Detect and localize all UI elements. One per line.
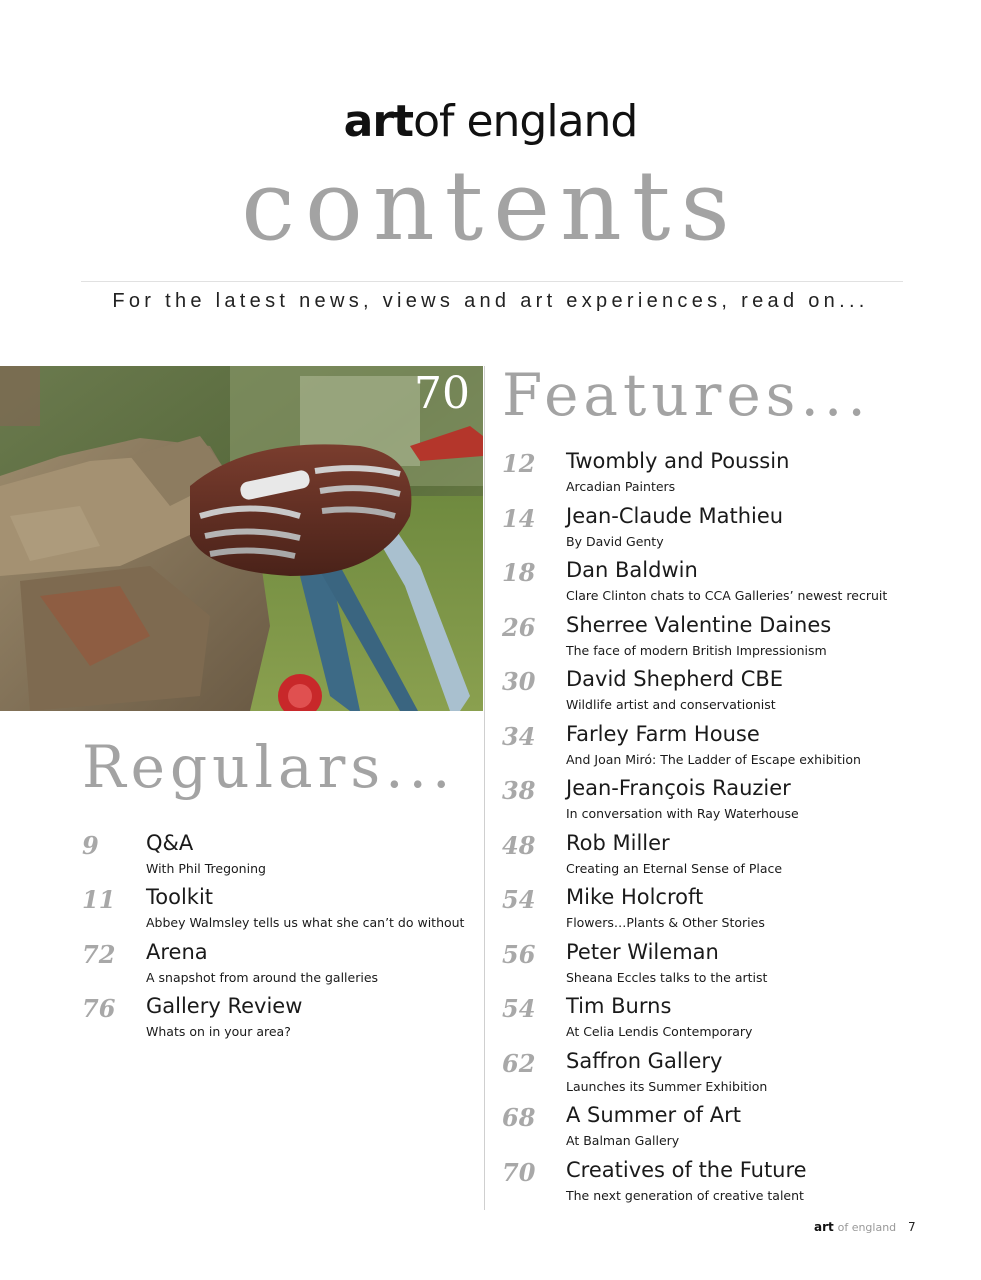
entry-title: Mike Holcroft bbox=[566, 885, 704, 909]
logo-bold-text: art bbox=[343, 96, 414, 147]
entry-subtitle: In conversation with Ray Waterhouse bbox=[566, 806, 799, 821]
entry-page-number: 18 bbox=[502, 558, 536, 587]
entry-title: A Summer of Art bbox=[566, 1103, 741, 1127]
tagline: For the latest news, views and art experiences, read on... bbox=[112, 290, 869, 312]
entry-subtitle: At Balman Gallery bbox=[566, 1133, 680, 1148]
entry-title: Twombly and Poussin bbox=[566, 449, 790, 473]
entry-subtitle: Creating an Eternal Sense of Place bbox=[566, 861, 783, 876]
entry-title: Rob Miller bbox=[566, 831, 670, 855]
entry-page-number: 26 bbox=[502, 613, 536, 642]
entry-title: Toolkit bbox=[146, 885, 214, 909]
entry-page-number: 72 bbox=[82, 940, 116, 969]
entry-page-number: 70 bbox=[502, 1158, 536, 1187]
entry-page-number: 68 bbox=[502, 1103, 536, 1132]
entry-subtitle: Flowers…Plants & Other Stories bbox=[566, 915, 765, 930]
entry-subtitle: A snapshot from around the galleries bbox=[146, 970, 379, 985]
logo-light-text: of england bbox=[413, 96, 638, 147]
entry-title: Jean-Claude Mathieu bbox=[566, 504, 784, 528]
entry-page-number: 12 bbox=[502, 449, 536, 478]
entry-subtitle: Wildlife artist and conservationist bbox=[566, 697, 776, 712]
entry-title: Gallery Review bbox=[146, 994, 303, 1018]
entry-subtitle: With Phil Tregoning bbox=[146, 861, 266, 876]
entry-subtitle: Sheana Eccles talks to the artist bbox=[566, 970, 768, 985]
footer-logo-light: of england bbox=[837, 1221, 897, 1234]
column-divider bbox=[484, 366, 485, 1210]
features-heading: Features... bbox=[502, 361, 871, 429]
page-title: contents bbox=[241, 150, 740, 262]
cover-photo bbox=[0, 366, 483, 711]
regulars-heading: Regulars... bbox=[82, 733, 456, 801]
entry-page-number: 54 bbox=[502, 994, 536, 1023]
footer-logo bbox=[814, 1221, 896, 1233]
bicycle-photo-illustration bbox=[0, 366, 483, 711]
entry-title: David Shepherd CBE bbox=[566, 667, 784, 691]
entry-subtitle: And Joan Miró: The Ladder of Escape exhibition bbox=[566, 752, 861, 767]
entry-subtitle: Whats on in your area? bbox=[146, 1024, 291, 1039]
entry-title: Creatives of the Future bbox=[566, 1158, 807, 1182]
entry-subtitle: The next generation of creative talent bbox=[566, 1188, 804, 1203]
entry-subtitle: Arcadian Painters bbox=[566, 479, 676, 494]
entry-page-number: 34 bbox=[502, 722, 536, 751]
entry-page-number: 54 bbox=[502, 885, 536, 914]
footer-logo-bold: art bbox=[814, 1220, 834, 1234]
entry-subtitle: Abbey Walmsley tells us what she can’t do without bbox=[146, 915, 465, 930]
entry-page-number: 48 bbox=[502, 831, 536, 860]
cover-photo-page-ref: 70 bbox=[414, 368, 470, 419]
entry-subtitle: Launches its Summer Exhibition bbox=[566, 1079, 768, 1094]
entry-title: Saffron Gallery bbox=[566, 1049, 723, 1073]
title-divider bbox=[81, 281, 903, 282]
page-number: 7 bbox=[908, 1220, 916, 1234]
entry-title: Arena bbox=[146, 940, 208, 964]
entry-title: Q&A bbox=[146, 831, 194, 855]
entry-title: Farley Farm House bbox=[566, 722, 760, 746]
entry-page-number: 11 bbox=[82, 885, 116, 914]
entry-subtitle: Clare Clinton chats to CCA Galleries’ newest recruit bbox=[566, 588, 888, 603]
entry-page-number: 62 bbox=[502, 1049, 536, 1078]
entry-page-number: 56 bbox=[502, 940, 536, 969]
entry-page-number: 9 bbox=[82, 831, 99, 860]
entry-page-number: 76 bbox=[82, 994, 116, 1023]
entry-title: Sherree Valentine Daines bbox=[566, 613, 832, 637]
entry-subtitle: The face of modern British Impressionism bbox=[566, 643, 827, 658]
entry-title: Tim Burns bbox=[566, 994, 672, 1018]
entry-title: Peter Wileman bbox=[566, 940, 719, 964]
magazine-logo bbox=[0, 96, 981, 147]
entry-title: Jean-François Rauzier bbox=[566, 776, 791, 800]
entry-page-number: 14 bbox=[502, 504, 536, 533]
entry-title: Dan Baldwin bbox=[566, 558, 698, 582]
entry-page-number: 30 bbox=[502, 667, 536, 696]
entry-subtitle: At Celia Lendis Contemporary bbox=[566, 1024, 753, 1039]
entry-subtitle: By David Genty bbox=[566, 534, 664, 549]
entry-page-number: 38 bbox=[502, 776, 536, 805]
